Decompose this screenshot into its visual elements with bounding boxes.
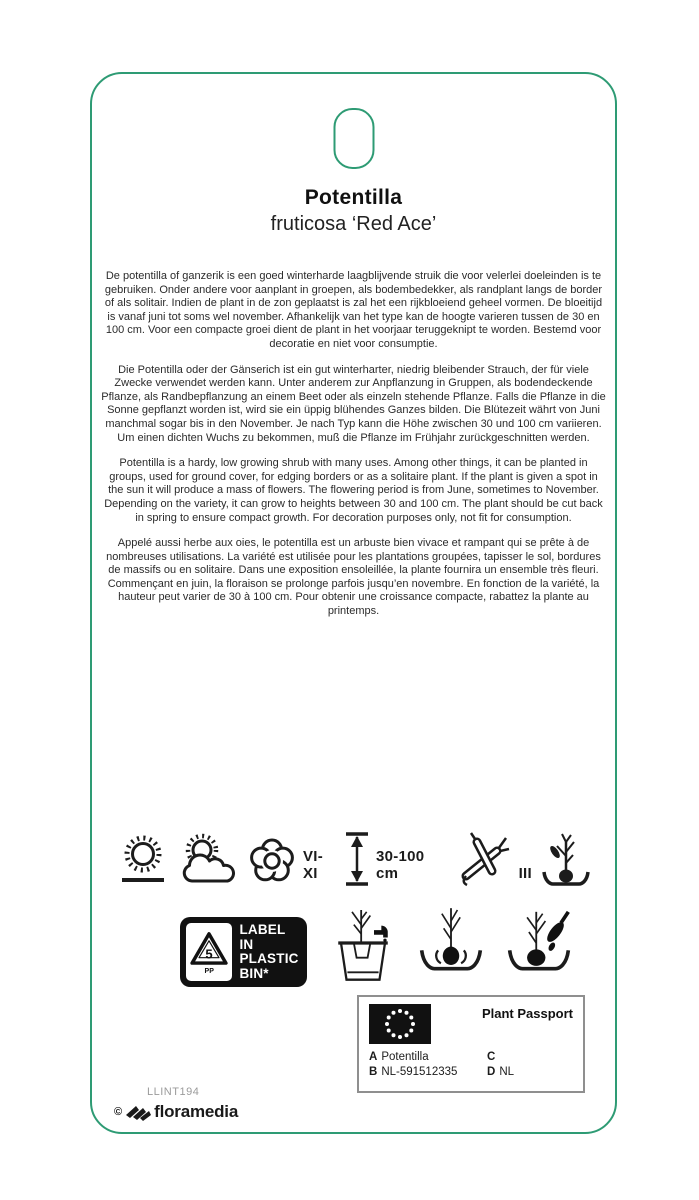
full-sun-icon [116, 832, 170, 888]
title-block [92, 186, 615, 236]
bin-line-1: LABEL IN [239, 922, 286, 952]
pruning-item [456, 830, 532, 888]
passport-fields [369, 1051, 573, 1078]
flower-icon [246, 834, 298, 888]
care-icons-row [116, 824, 591, 888]
pruning-month-label: III [518, 865, 532, 882]
passport-key-b: B [369, 1066, 378, 1078]
passport-value-a: Potentilla [381, 1051, 429, 1063]
resin-abbr: PP [204, 967, 214, 975]
bin-line-2: PLASTIC [239, 951, 299, 966]
passport-key-d: D [487, 1066, 496, 1078]
partial-sun-icon [179, 832, 237, 888]
label-in-plastic-bin-badge [180, 917, 307, 987]
flowering-period-item [246, 834, 334, 888]
plant-label-card [90, 72, 617, 1134]
passport-key-a: A [369, 1051, 378, 1063]
passport-col-ab [369, 1051, 487, 1078]
hang-hole [333, 108, 374, 169]
passport-title: Plant Passport [481, 1006, 573, 1021]
eu-flag-icon [369, 1004, 431, 1044]
description-english: Potentilla is a hardy, low growing shrub with many uses. Among other things, it can be planted in groups, used for ground cover, for edging borders or as a solitaire plant. If the plant is given a spot in the sun it will produce a mass of flowers. The flowering period is from June, sometimes to November. Depending on the variety, it can grow to heights between 30 and 100 cm. The plant should be cut back in spring to ensure compact growth. For decoration purposes only, not fit for consumption. [104, 457, 603, 524]
height-label: 30-100 cm [375, 848, 425, 882]
passport-field-d [487, 1066, 514, 1078]
bin-badge-text [239, 923, 301, 981]
descriptions [101, 270, 606, 619]
height-arrow-icon [343, 830, 371, 888]
passport-value-d: NL [499, 1066, 515, 1078]
plant-title: Potentilla [304, 186, 403, 209]
plant-passport-box [357, 995, 585, 1093]
pruning-shears-icon [456, 830, 514, 888]
passport-col-cd [487, 1051, 514, 1078]
passport-header [369, 1004, 573, 1044]
brand-name: floramedia [154, 1102, 239, 1121]
trowel-planting-icon [506, 900, 572, 986]
planting-steps-row [330, 900, 572, 986]
description-german: Die Potentilla oder der Gänserich ist ein gut winterharter, niedrig bleibender Strauch, der für viele Zwecke verwendet werden kann. Unter anderem zur Anpflanzung in Gruppen, als bodendeckende Pflanze, als Randbepflanzung an einem Beet oder als einzeln stehende Pflanze. Falls die Pflanze in die Sonne gepflanzt worden ist, wird sie ein üppig blühendes Ganzes bilden. Die Blütezeit währt von Juni manchmal sogar bis in den November. Je nach Typ kann die Höhe zwischen 30 und 100 cm variieren. Um einen dichten Wuchs zu bekommen, muß die Pflanze im Frühjahr zurückgeschnitten werden. [101, 363, 606, 444]
recycling-triangle-icon [189, 930, 229, 970]
passport-field-c [487, 1051, 514, 1063]
height-item [343, 830, 447, 888]
recycling-code-panel [186, 923, 232, 981]
plant-subtitle: fruticosa ‘Red Ace’ [270, 213, 437, 235]
flowering-period-label: VI-XI [303, 848, 324, 882]
floramedia-leaf-mark-icon [125, 1104, 151, 1121]
description-dutch: De potentilla of ganzerik is een goed winterharde laagblijvende struik die voor velerlei doeleinden is te gebruiken. Onder andere voor aanplant in groepen, als bodembedekker, als randplant langs de border of als solitair. Indien de plant in de zon geplaatst is zal het een rijkbloeiend geheel vormen. De bloeitijd is vanaf juni tot soms wel november. Afhankelijk van het type kan de hoogte varieren tussen de 30 en 100 cm. Voor een compacte groei dient de plant in het voorjaar teruggeknipt te worden. Bestemd voor decoratie en niet voor consumptie. [104, 270, 603, 350]
print-code: LLINT194 [147, 1086, 200, 1098]
bin-line-3: BIN* [239, 965, 269, 981]
passport-field-a [369, 1051, 487, 1063]
brand-logo [114, 1102, 238, 1122]
planting-icon [541, 828, 591, 888]
passport-field-b [369, 1066, 487, 1078]
copyright-mark: © [114, 1106, 123, 1118]
svg-text:5: 5 [205, 945, 213, 961]
passport-value-b: NL-591512335 [381, 1066, 458, 1078]
rootball-in-hole-icon [418, 900, 484, 986]
description-french: Appelé aussi herbe aux oies, le potentilla est un arbuste bien vivace et rampant qui se prête à de nombreuses utilisations. La variété est utilisée pour les plantations groupées, tapisser le sol, bordures de massifs ou en solitaire. Dans une exposition ensoleillée, la plante fournira un ensemble très fleuri. Commençant en juin, la floraison se prolonge parfois jusqu’en novembre. En fonction de la variété, la hauteur peut varier de 30 à 100 cm. Pour obtenir une croissance compacte, rabattez la plante au printemps. [106, 537, 601, 618]
passport-key-c: C [487, 1051, 496, 1063]
soak-pot-icon [330, 900, 396, 986]
